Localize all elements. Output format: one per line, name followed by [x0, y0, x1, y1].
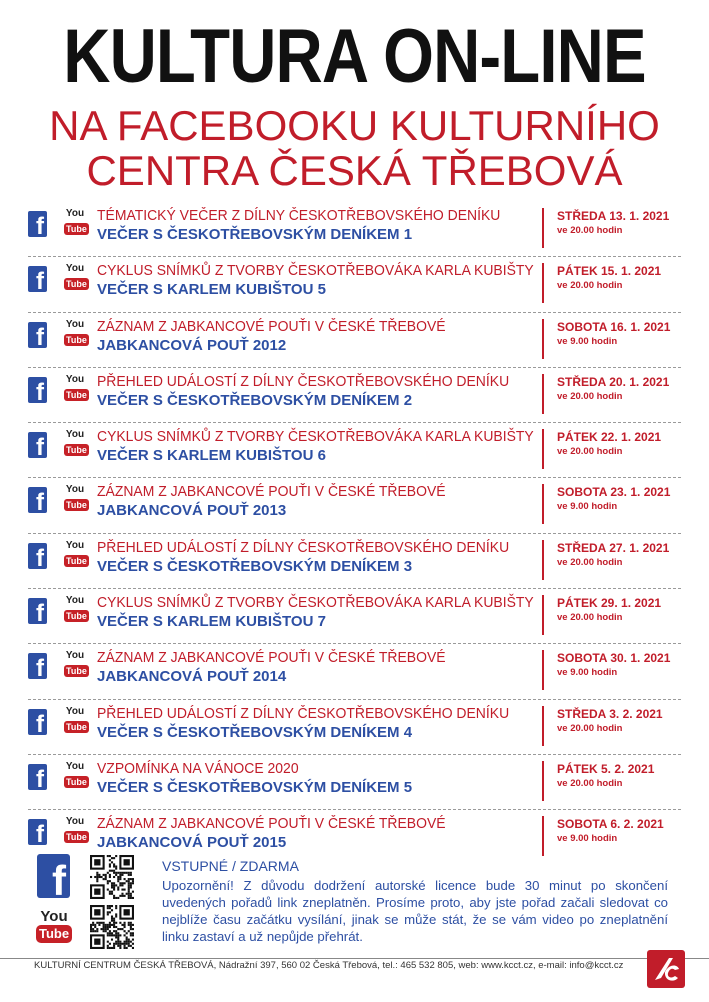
youtube-icon[interactable]: You Tube	[65, 539, 87, 566]
event-date: PÁTEK 15. 1. 2021	[557, 264, 662, 279]
event-date: SOBOTA 16. 1. 2021	[557, 319, 671, 334]
event-row	[28, 423, 681, 478]
event-description: CYKLUS SNÍMKŮ Z TVORBY ČESKOTŘEBOVÁKA KARLA KUBIŠTY	[97, 594, 534, 612]
event-schedule	[542, 595, 661, 635]
event-description: ZÁZNAM Z JABKANCOVÉ POUŤI V ČESKÉ TŘEBOVÉ	[97, 317, 446, 335]
facebook-icon[interactable]: f	[28, 653, 47, 679]
youtube-icon[interactable]: You Tube	[65, 263, 87, 290]
event-title: VEČER S ČESKOTŘEBOVSKÝM DENÍKEM 2	[97, 391, 413, 409]
footer-divider	[0, 958, 709, 959]
event-schedule	[542, 374, 669, 414]
event-row	[28, 313, 681, 368]
facebook-icon[interactable]: f	[28, 543, 47, 569]
event-description: ZÁZNAM Z JABKANCOVÉ POUŤI V ČESKÉ TŘEBOVÉ	[97, 483, 446, 501]
event-time: ve 20.00 hodin	[557, 280, 623, 292]
event-title: VEČER S ČESKOTŘEBOVSKÝM DENÍKEM 4	[97, 723, 413, 741]
event-time: ve 20.00 hodin	[557, 722, 623, 734]
event-time: ve 9.00 hodin	[557, 335, 618, 347]
event-date: PÁTEK 5. 2. 2021	[557, 761, 655, 776]
event-date: SOBOTA 6. 2. 2021	[557, 817, 664, 832]
youtube-icon[interactable]: You Tube	[65, 595, 87, 622]
event-date: STŘEDA 20. 1. 2021	[557, 374, 670, 389]
youtube-icon[interactable]: You Tube	[36, 908, 72, 943]
event-title: JABKANCOVÁ POUŤ 2013	[97, 502, 287, 520]
facebook-icon[interactable]: f	[28, 598, 47, 624]
event-time: ve 20.00 hodin	[557, 390, 623, 402]
event-description: VZPOMÍNKA NA VÁNOCE 2020	[97, 759, 299, 777]
event-row	[28, 202, 681, 257]
event-date: STŘEDA 27. 1. 2021	[557, 540, 670, 555]
event-date: PÁTEK 29. 1. 2021	[557, 596, 662, 611]
event-date: SOBOTA 23. 1. 2021	[557, 485, 671, 500]
event-time: ve 20.00 hodin	[557, 556, 623, 568]
event-row	[28, 257, 681, 312]
event-time: ve 9.00 hodin	[557, 501, 618, 513]
facebook-icon[interactable]: f	[28, 487, 47, 513]
event-description: TÉMATICKÝ VEČER Z DÍLNY ČESKOTŘEBOVSKÉHO DENÍKU	[97, 207, 501, 224]
facebook-icon[interactable]: f	[28, 819, 47, 845]
event-time: ve 20.00 hodin	[557, 446, 623, 458]
footer	[0, 850, 709, 960]
subtitle-line-1: NA FACEBOOKU KULTURNÍHO	[49, 102, 660, 149]
kcct-logo-icon	[647, 950, 685, 988]
license-notice: Upozornění! Z důvodu dodržení autorské licence bude 30 minut po skončení uvedených pořadů link zneplatněn. Prosíme proto, aby jste pořad začali sledovat co nejblíže času začátku vysílání, jinak se může stát, že se vám video po zneplatnění linku zastaví a už nepůjde přehrát.	[162, 878, 668, 944]
event-schedule	[542, 429, 661, 469]
event-title: VEČER S ČESKOTŘEBOVSKÝM DENÍKEM 5	[97, 778, 413, 796]
event-time: ve 20.00 hodin	[557, 777, 623, 789]
admission-text: VSTUPNÉ / ZDARMA	[162, 858, 299, 874]
facebook-icon[interactable]: f	[28, 764, 47, 790]
event-time: ve 9.00 hodin	[557, 833, 618, 845]
event-schedule	[542, 650, 670, 690]
event-row	[28, 534, 681, 589]
facebook-icon[interactable]: f	[28, 709, 47, 735]
event-title: VEČER S ČESKOTŘEBOVSKÝM DENÍKEM 1	[97, 226, 413, 243]
event-title: VEČER S KARLEM KUBIŠTOU 5	[97, 281, 326, 299]
event-description: ZÁZNAM Z JABKANCOVÉ POUŤI V ČESKÉ TŘEBOVÉ	[97, 815, 446, 833]
facebook-icon[interactable]: f	[28, 211, 47, 237]
youtube-icon[interactable]: You Tube	[65, 705, 87, 732]
facebook-icon[interactable]: f	[28, 377, 47, 403]
youtube-icon[interactable]: You Tube	[65, 816, 87, 843]
event-title: VEČER S KARLEM KUBIŠTOU 6	[97, 447, 326, 465]
facebook-icon[interactable]: f	[28, 432, 47, 458]
youtube-icon[interactable]: You Tube	[65, 484, 87, 511]
event-row	[28, 478, 681, 533]
event-schedule	[542, 319, 670, 359]
youtube-icon[interactable]: You Tube	[65, 650, 87, 677]
page-title: KULTURA ON-LINE	[63, 14, 646, 99]
event-description: CYKLUS SNÍMKŮ Z TVORBY ČESKOTŘEBOVÁKA KARLA KUBIŠTY	[97, 262, 534, 280]
event-description: PŘEHLED UDÁLOSTÍ Z DÍLNY ČESKOTŘEBOVSKÉHO DENÍKU	[97, 538, 510, 556]
event-row	[28, 368, 681, 423]
facebook-icon[interactable]: f	[28, 322, 47, 348]
event-time: ve 20.00 hodin	[557, 225, 623, 236]
facebook-icon[interactable]: f	[28, 266, 47, 292]
event-title: JABKANCOVÁ POUŤ 2012	[97, 336, 287, 354]
event-title: JABKANCOVÁ POUŤ 2014	[97, 668, 287, 686]
event-title: JABKANCOVÁ POUŤ 2015	[97, 834, 287, 852]
event-title: VEČER S ČESKOTŘEBOVSKÝM DENÍKEM 3	[97, 557, 413, 575]
youtube-icon[interactable]: You Tube	[65, 373, 87, 400]
event-description: PŘEHLED UDÁLOSTÍ Z DÍLNY ČESKOTŘEBOVSKÉHO DENÍKU	[97, 704, 510, 722]
event-date: SOBOTA 30. 1. 2021	[557, 651, 671, 666]
youtube-icon[interactable]: You Tube	[65, 429, 87, 456]
event-row	[28, 755, 681, 810]
event-title: VEČER S KARLEM KUBIŠTOU 7	[97, 613, 326, 631]
event-schedule	[542, 484, 670, 524]
facebook-qr-code	[90, 855, 134, 899]
youtube-icon[interactable]: You Tube	[65, 208, 87, 234]
event-date: PÁTEK 22. 1. 2021	[557, 430, 662, 445]
event-description: ZÁZNAM Z JABKANCOVÉ POUŤI V ČESKÉ TŘEBOVÉ	[97, 649, 446, 667]
event-schedule	[542, 706, 663, 746]
facebook-icon[interactable]: f	[37, 854, 70, 898]
event-row	[28, 644, 681, 699]
event-date: STŘEDA 13. 1. 2021	[557, 209, 670, 223]
event-description: CYKLUS SNÍMKŮ Z TVORBY ČESKOTŘEBOVÁKA KARLA KUBIŠTY	[97, 428, 534, 446]
event-description: PŘEHLED UDÁLOSTÍ Z DÍLNY ČESKOTŘEBOVSKÉHO DENÍKU	[97, 372, 510, 390]
event-row	[28, 700, 681, 755]
event-time: ve 9.00 hodin	[557, 667, 618, 679]
event-schedule	[542, 761, 654, 801]
event-time: ve 20.00 hodin	[557, 612, 623, 624]
event-schedule	[542, 208, 669, 248]
youtube-icon[interactable]: You Tube	[65, 760, 87, 787]
event-schedule	[542, 540, 669, 580]
youtube-qr-code	[90, 905, 134, 949]
youtube-icon[interactable]: You Tube	[65, 318, 87, 345]
event-row	[28, 589, 681, 644]
event-schedule	[542, 263, 661, 303]
event-date: STŘEDA 3. 2. 2021	[557, 706, 663, 721]
event-list	[0, 202, 709, 865]
subtitle-line-2: CENTRA ČESKÁ TŘEBOVÁ	[86, 147, 623, 194]
contact-info: KULTURNÍ CENTRUM ČESKÁ TŘEBOVÁ, Nádražní 397, 560 02 Česká Třebová, tel.: 465 532 805, web: www.kcct.cz, e-mail: info@kcct.cz	[34, 960, 624, 971]
